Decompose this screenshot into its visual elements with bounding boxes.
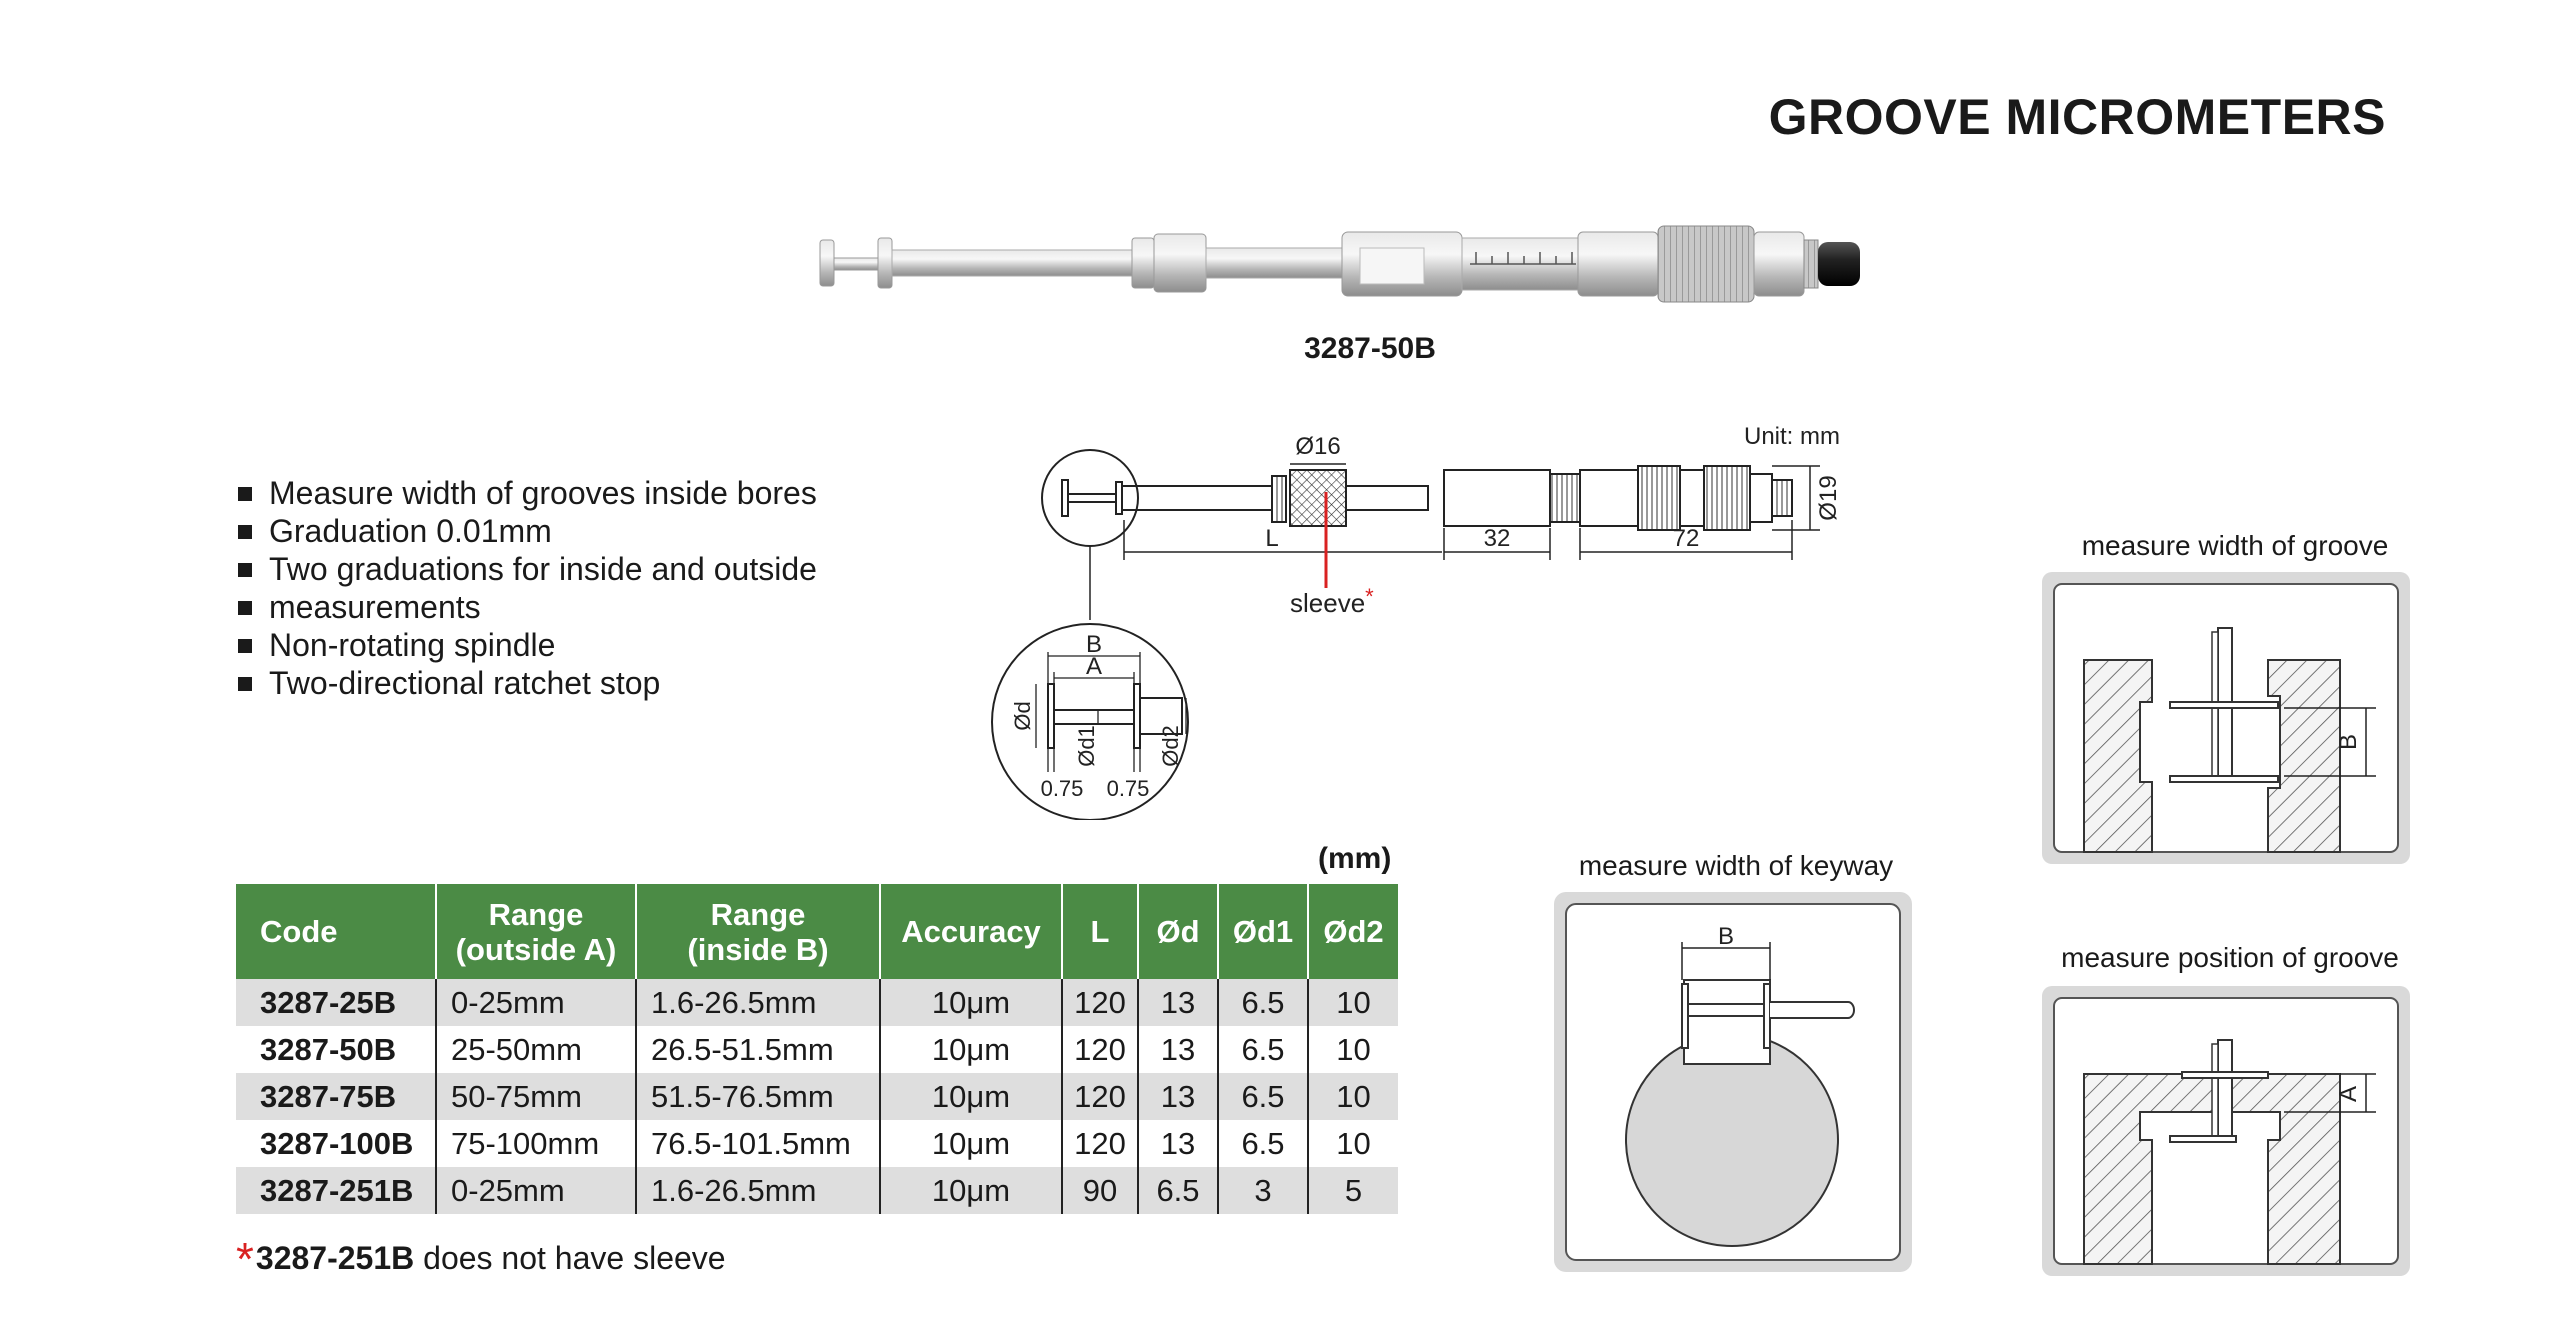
table-row (236, 1120, 1398, 1167)
feature-list (236, 474, 896, 702)
cell-range-a: 75-100mm (436, 1120, 636, 1167)
cell-d: 6.5 (1138, 1167, 1218, 1214)
footnote (236, 1232, 726, 1286)
cell-range-a: 50-75mm (436, 1073, 636, 1120)
detail-d: Ød (1010, 701, 1035, 731)
groove-position-label: A (2335, 1085, 2362, 1103)
dim-d19: Ø19 (1815, 475, 1842, 521)
cell-d1: 6.5 (1218, 1073, 1308, 1120)
groove-position-diagram (2040, 984, 2412, 1278)
cell-d: 13 (1138, 1120, 1218, 1167)
cell-d: 13 (1138, 979, 1218, 1026)
cell-L: 120 (1062, 1120, 1138, 1167)
cell-d1: 3 (1218, 1167, 1308, 1214)
cell-code: 3287-75B (236, 1073, 436, 1120)
cell-code: 3287-100B (236, 1120, 436, 1167)
table-row (236, 1073, 1398, 1120)
col-d1: Ød1 (1218, 884, 1308, 979)
feature-item: Two-directional ratchet stop (236, 664, 896, 702)
col-d2: Ød2 (1308, 884, 1398, 979)
cell-d2: 10 (1336, 1125, 1371, 1161)
cell-range-b: 1.6-26.5mm (636, 1167, 880, 1214)
cell-d1: 6.5 (1218, 979, 1308, 1026)
cell-d1: 6.5 (1218, 1026, 1308, 1073)
product-label: 3287-50B (1304, 332, 1436, 365)
keyway-diagram (1552, 890, 1914, 1274)
table-row (236, 1026, 1398, 1073)
footnote-star: * (236, 1233, 254, 1285)
feature-item: Non-rotating spindle (236, 626, 896, 664)
cell-d2: 10 (1336, 1031, 1371, 1067)
detail-B: B (1085, 631, 1103, 658)
cell-accuracy: 10μm (880, 1167, 1062, 1214)
svg-text:sleeve* (1290, 584, 1374, 618)
cell-code: 3287-25B (236, 979, 436, 1026)
cell-code: 3287-251B (236, 1167, 436, 1214)
cell-range-a: 0-25mm (436, 1167, 636, 1214)
col-range-a: Range (outside A) (436, 884, 636, 979)
cell-L: 120 (1062, 979, 1138, 1026)
cell-range-b: 1.6-26.5mm (636, 979, 880, 1026)
cell-range-a: 25-50mm (436, 1026, 636, 1073)
product-photo (800, 210, 1920, 320)
dim-d16: Ø16 (1295, 433, 1341, 460)
groove-width-title: measure width of groove (2081, 530, 2389, 561)
groove-position-title: measure position of groove (2061, 942, 2399, 973)
cell-d2: 5 (1308, 1167, 1398, 1214)
cell-code: 3287-50B (236, 1026, 436, 1073)
cell-d: 13 (1138, 1073, 1218, 1120)
cell-accuracy: 10μm (880, 979, 1062, 1026)
col-d: Ød (1138, 884, 1218, 979)
footnote-text: does not have sleeve (414, 1240, 726, 1276)
table-unit: (mm) (1318, 842, 1392, 875)
detail-gap1: 0.75 (1040, 776, 1084, 801)
table-row (236, 1167, 1398, 1214)
cell-L: 120 (1062, 1026, 1138, 1073)
table-row (236, 979, 1398, 1026)
dim-72: 72 (1672, 525, 1700, 552)
detail-d2: Ød2 (1158, 725, 1183, 767)
cell-L: 90 (1062, 1167, 1138, 1214)
footnote-code: 3287-251B (255, 1240, 415, 1276)
groove-width-label: B (2335, 733, 2362, 751)
cell-range-b: 26.5-51.5mm (636, 1026, 880, 1073)
col-range-b: Range (inside B) (636, 884, 880, 979)
table-header-row (236, 884, 1398, 979)
cell-L: 120 (1062, 1073, 1138, 1120)
groove-width-diagram (2040, 570, 2412, 866)
cell-accuracy: 10μm (880, 1026, 1062, 1073)
cell-d2: 10 (1308, 979, 1398, 1026)
cell-accuracy: 10μm (880, 1120, 1062, 1167)
sleeve-star: * (1365, 584, 1374, 609)
detail-gap2: 0.75 (1106, 776, 1150, 801)
keyway-title: measure width of keyway (1578, 850, 1894, 881)
sleeve-label: sleeve (1290, 588, 1366, 618)
col-code: Code (236, 884, 436, 979)
feature-item: Two graduations for inside and outside (236, 550, 896, 588)
feature-item: measurements (236, 588, 896, 626)
cell-d: 13 (1138, 1026, 1218, 1073)
dim-32: 32 (1483, 525, 1511, 552)
cell-range-b: 76.5-101.5mm (636, 1120, 880, 1167)
keyway-label: B (1717, 923, 1735, 950)
page-title: GROOVE MICROMETERS (1768, 89, 2386, 145)
cell-range-b: 51.5-76.5mm (636, 1073, 880, 1120)
cell-accuracy: 10μm (880, 1073, 1062, 1120)
feature-item: Graduation 0.01mm (236, 512, 896, 550)
unit-text: Unit: mm (1744, 423, 1840, 450)
detail-A: A (1085, 653, 1103, 680)
col-accuracy: Accuracy (880, 884, 1062, 979)
col-L: L (1062, 884, 1138, 979)
cell-d2: 10 (1308, 1073, 1398, 1120)
feature-item: Measure width of grooves inside bores (236, 474, 896, 512)
dim-L: L (1265, 525, 1279, 552)
detail-d1: Ød1 (1074, 725, 1099, 767)
technical-drawing (990, 420, 1950, 820)
cell-d1: 6.5 (1218, 1120, 1308, 1167)
spec-table (236, 884, 1398, 1214)
cell-range-a: 0-25mm (436, 979, 636, 1026)
